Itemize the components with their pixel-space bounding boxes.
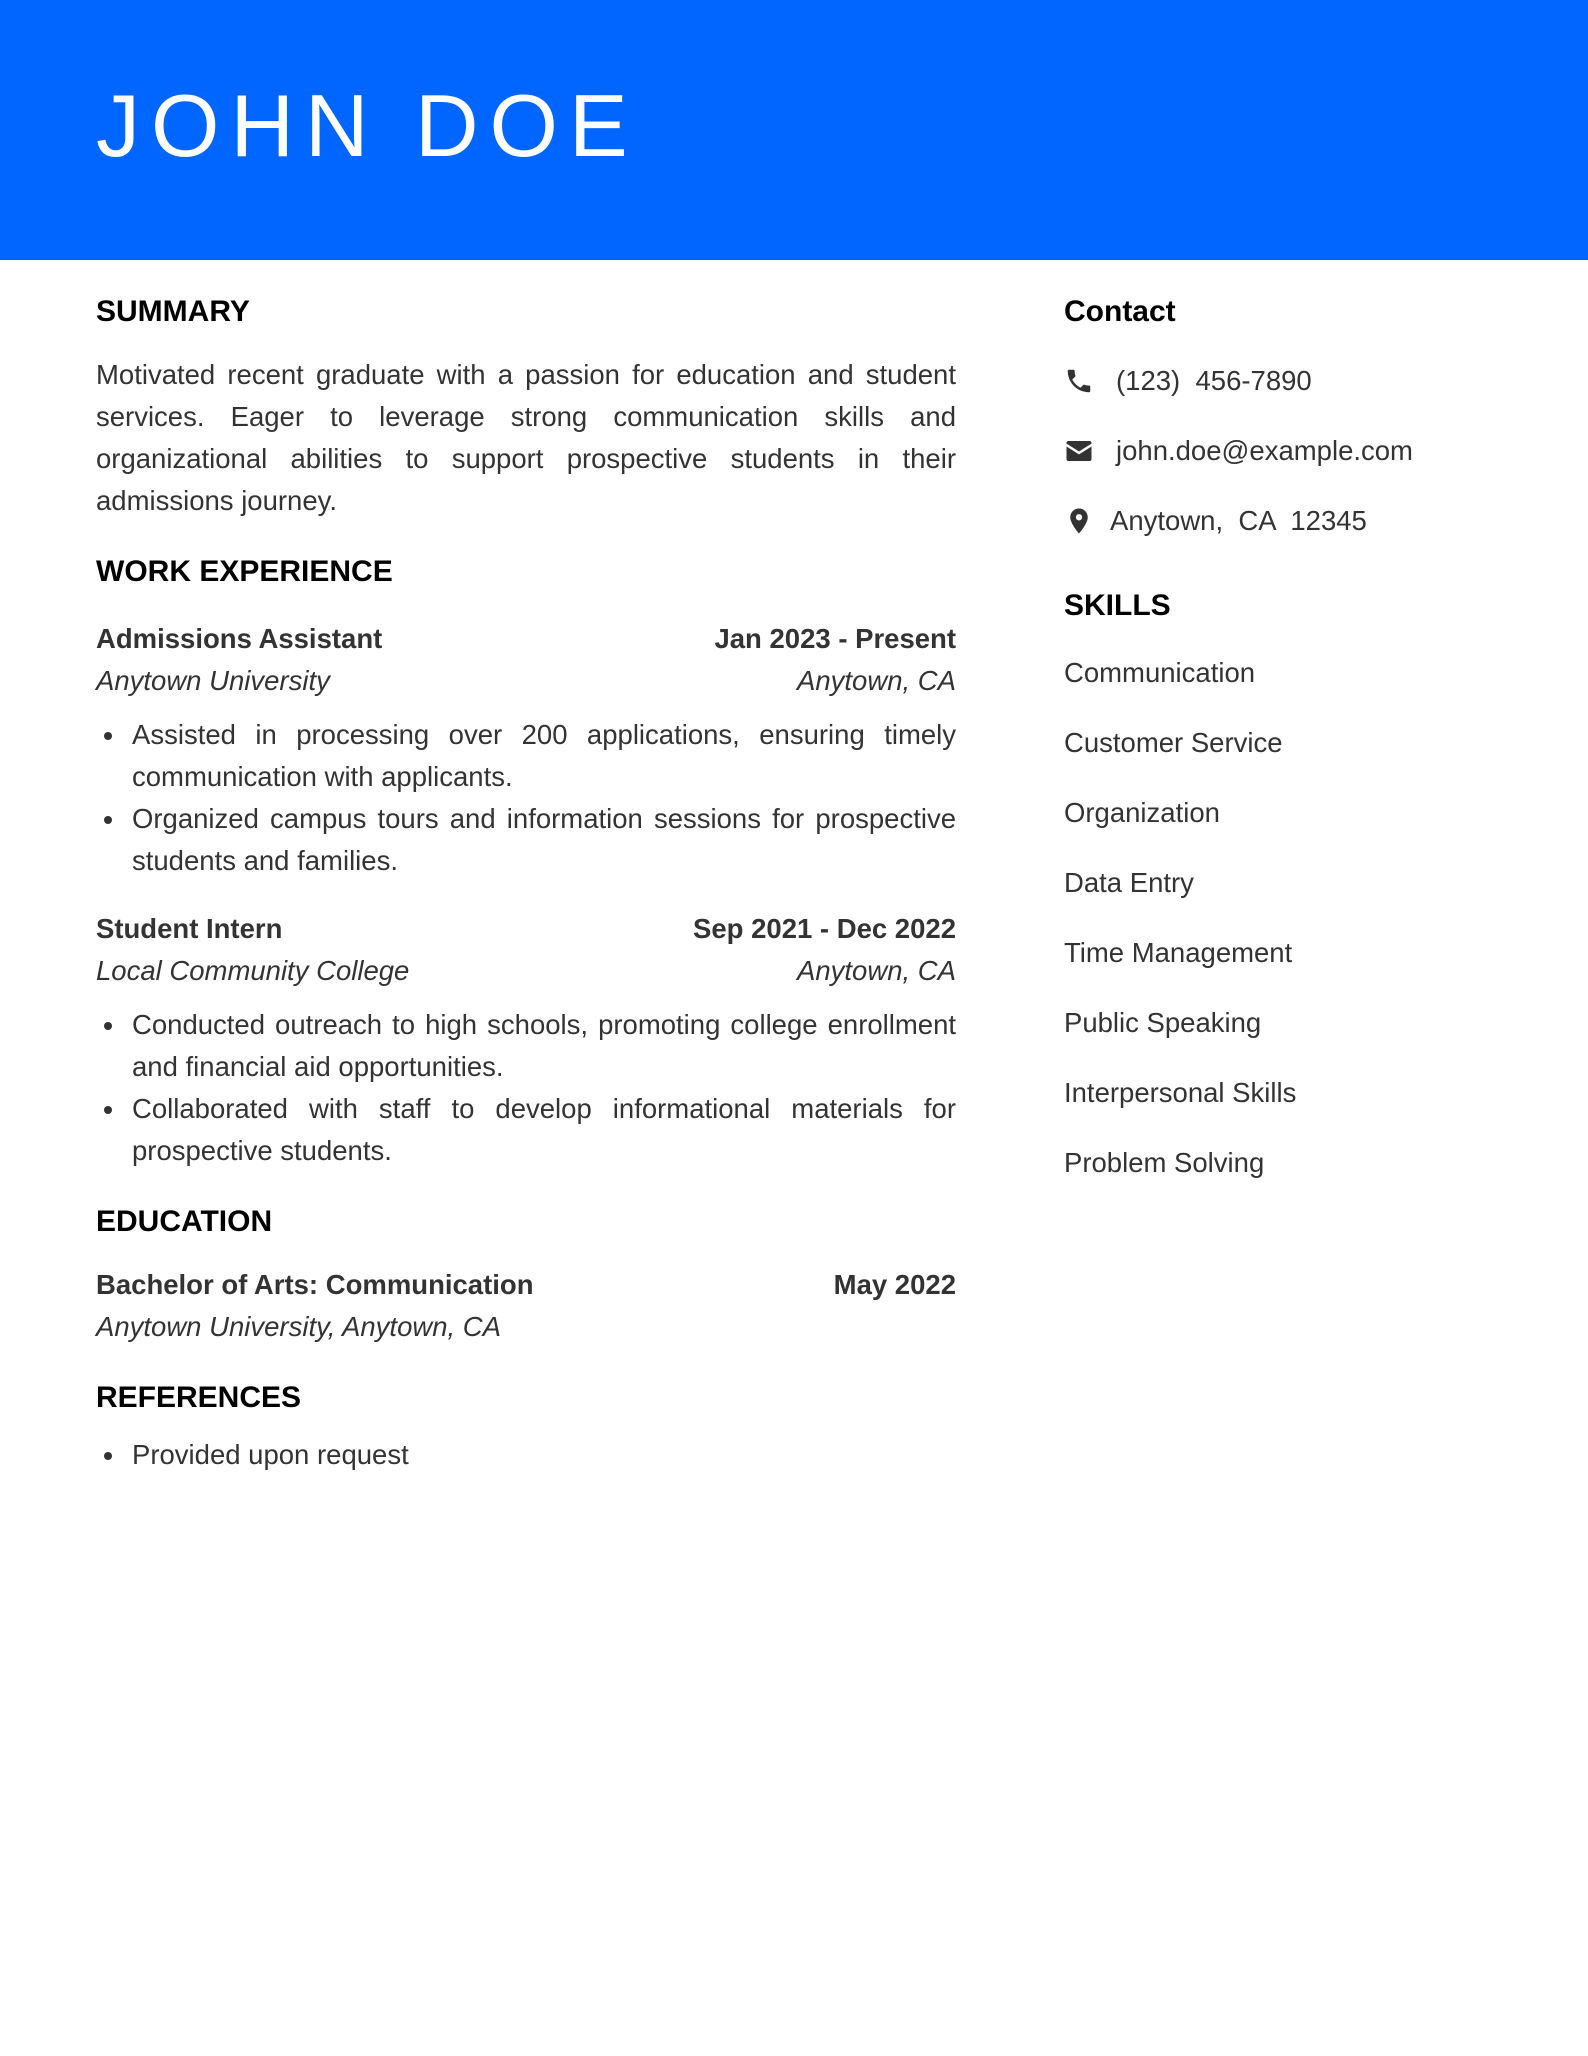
envelope-icon [1064, 436, 1094, 466]
job-entry [96, 618, 956, 882]
contact-location [1064, 500, 1504, 542]
job-bullet: Organized campus tours and information sessions for prospective students and families. [132, 798, 956, 882]
job-title: Student Intern [96, 913, 283, 944]
job-title: Admissions Assistant [96, 623, 383, 654]
skill-item: Problem Solving [1064, 1147, 1265, 1178]
job-bullet: Collaborated with staff to develop informational materials for prospective students. [132, 1088, 956, 1172]
job-dates: Jan 2023 - Present [714, 623, 956, 654]
work-experience-heading: WORK EXPERIENCE [96, 555, 393, 588]
job-dates: Sep 2021 - Dec 2022 [693, 913, 956, 944]
job-bullets [96, 1004, 956, 1172]
candidate-name: JOHN DOE [96, 76, 639, 175]
contact-heading: Contact [1064, 295, 1176, 328]
education-heading: EDUCATION [96, 1205, 273, 1238]
contact-email [1064, 430, 1504, 472]
header-banner [0, 0, 1588, 260]
sidebar-column [1064, 288, 1504, 1212]
job-location: Anytown, CA [797, 955, 956, 986]
job-organization: Local Community College [96, 955, 410, 986]
skill-item: Communication [1064, 657, 1256, 688]
skills-list [1064, 652, 1504, 1184]
job-bullet: Assisted in processing over 200 applications, ensuring timely communication with applicants. [132, 714, 956, 798]
skill-item: Interpersonal Skills [1064, 1077, 1297, 1108]
school-name: Anytown University, Anytown, CA [96, 1311, 502, 1342]
work-experience-section [96, 548, 956, 1172]
job-organization: Anytown University [96, 665, 330, 696]
summary-text: Motivated recent graduate with a passion for education and student services. Eager to leverage strong communication skills and organizational abilities to support prospective students in their admissions journey. [96, 359, 956, 516]
education-section [96, 1198, 956, 1348]
phone-icon [1064, 366, 1094, 396]
summary-heading: SUMMARY [96, 295, 250, 328]
contact-phone [1064, 360, 1504, 402]
skill-item: Public Speaking [1064, 1007, 1262, 1038]
skill-item: Customer Service [1064, 727, 1283, 758]
degree-title: Bachelor of Arts: Communication [96, 1269, 534, 1300]
summary-section [96, 288, 956, 522]
skill-item: Organization [1064, 797, 1220, 828]
contact-section [1064, 288, 1504, 542]
location-text: Anytown, CA 12345 [1110, 505, 1367, 536]
skills-heading: SKILLS [1064, 589, 1171, 622]
reference-item: Provided upon request [132, 1434, 956, 1476]
skill-item: Data Entry [1064, 867, 1194, 898]
job-entry [96, 908, 956, 1172]
graduation-date: May 2022 [833, 1269, 956, 1300]
map-marker-icon [1064, 506, 1094, 536]
skills-section [1064, 582, 1504, 1184]
job-location: Anytown, CA [797, 665, 956, 696]
job-bullets [96, 714, 956, 882]
main-column [96, 288, 956, 1476]
skill-item: Time Management [1064, 937, 1293, 968]
phone-text: (123) 456-7890 [1116, 365, 1312, 396]
email-text: john.doe@example.com [1116, 435, 1413, 466]
references-list [96, 1434, 956, 1476]
job-bullet: Conducted outreach to high schools, promoting college enrollment and financial aid opportunities. [132, 1004, 956, 1088]
references-section [96, 1374, 956, 1476]
references-heading: REFERENCES [96, 1381, 302, 1414]
